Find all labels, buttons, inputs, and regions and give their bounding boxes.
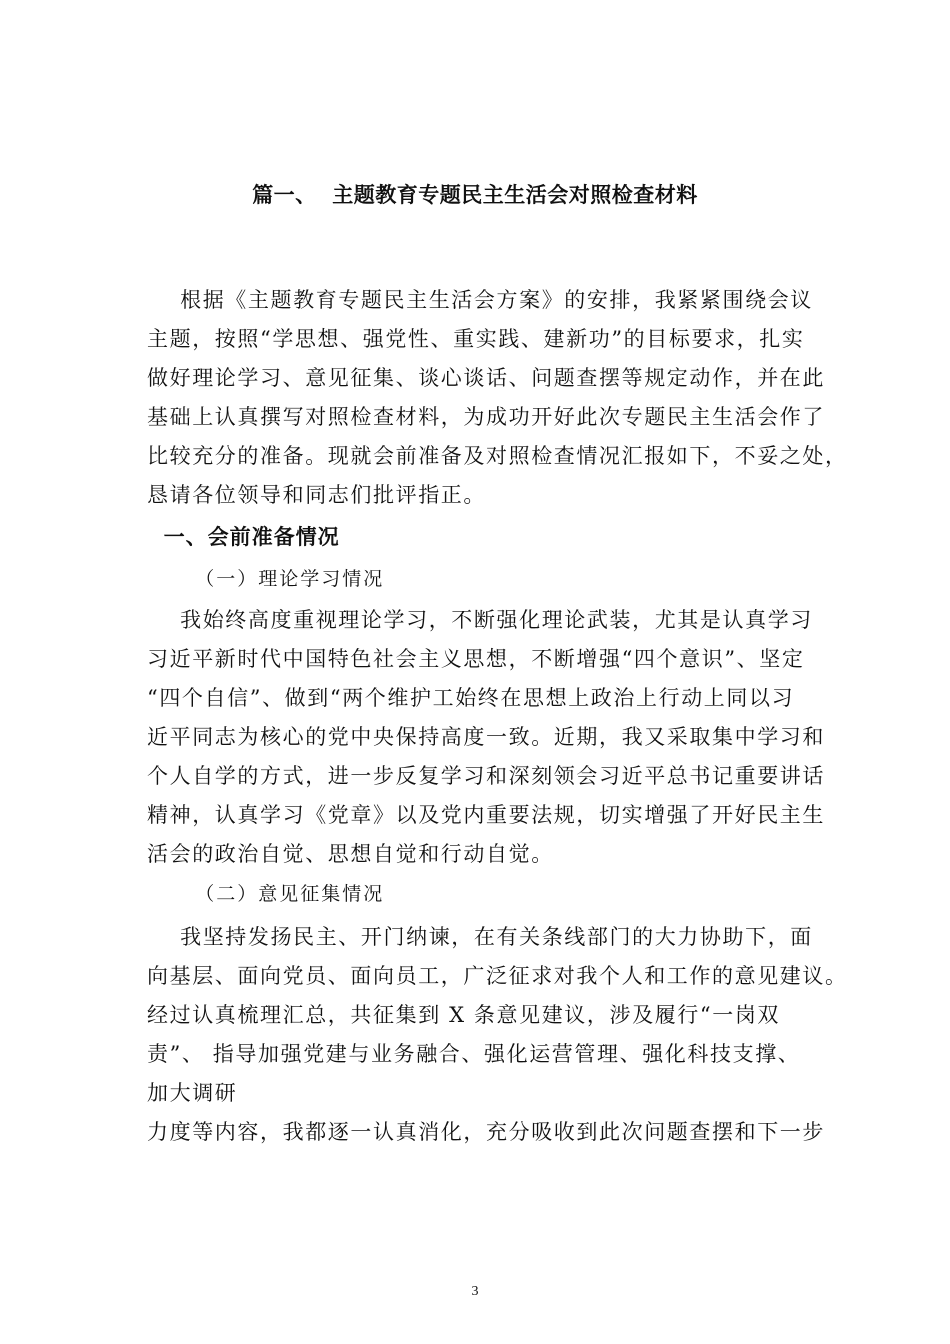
page-number: 3 — [471, 1284, 479, 1299]
paragraph-line: 个人自学的方式，进一步反复学习和深刻领会习近平总书记重要讲话 — [147, 764, 825, 788]
subsection-heading: （二）意见征集情况 — [147, 883, 385, 905]
subsection-heading: （一）理论学习情况 — [147, 568, 385, 590]
document-title: 篇一、 主题教育专题民主生活会对照检查材料 — [252, 183, 698, 207]
paragraph-line: 力度等内容，我都逐一认真消化，充分吸收到此次问题查摆和下一步 — [147, 1120, 825, 1144]
paragraph-line: 做好理论学习、意见征集、谈心谈话、问题查摆等规定动作，并在此 — [147, 366, 825, 390]
paragraph-line: 活会的政治自觉、思想自觉和行动自觉。 — [147, 842, 554, 866]
paragraph-line: 基础上认真撰写对照检查材料，为成功开好此次专题民主生活会作了 — [147, 405, 825, 429]
paragraph-line: 主题，按照“学思想、强党性、重实践、建新功”的目标要求，扎实 — [147, 327, 805, 351]
paragraph-line: 向基层、面向党员、面向员工，广泛征求对我个人和工作的意见建议。 — [147, 964, 848, 988]
paragraph-line: 我始终高度重视理论学习，不断强化理论武装，尤其是认真学习 — [147, 608, 813, 632]
paragraph-line: 责”、 指导加强党建与业务融合、强化运营管理、强化科技支撑、 — [147, 1042, 801, 1066]
paragraph-line: 恳请各位领导和同志们批评指正。 — [147, 483, 486, 507]
paragraph-line: 精神，认真学习《党章》以及党内重要法规，切实增强了开好民主生 — [147, 803, 825, 827]
paragraph-line: 根据《主题教育专题民主生活会方案》的安排，我紧紧围绕会议 — [147, 288, 813, 312]
paragraph-line: 比较充分的准备。现就会前准备及对照检查情况汇报如下，不妥之处， — [147, 444, 848, 468]
paragraph-line: 习近平新时代中国特色社会主义思想，不断增强“四个意识”、坚定 — [147, 647, 805, 671]
section-heading: 一、会前准备情况 — [147, 525, 340, 549]
paragraph-line: 加大调研 — [147, 1081, 238, 1105]
paragraph-line: 经过认真梳理汇总，共征集到 X 条意见建议，涉及履行“一岗双 — [147, 1003, 781, 1027]
paragraph-line: “四个自信”、做到“两个维护工始终在思想上政治上行动上同以习 — [147, 686, 795, 710]
paragraph-line: 近平同志为核心的党中央保持高度一致。近期，我又采取集中学习和 — [147, 725, 825, 749]
paragraph-line: 我坚持发扬民主、开门纳谏，在有关条线部门的大力协助下，面 — [147, 925, 813, 949]
